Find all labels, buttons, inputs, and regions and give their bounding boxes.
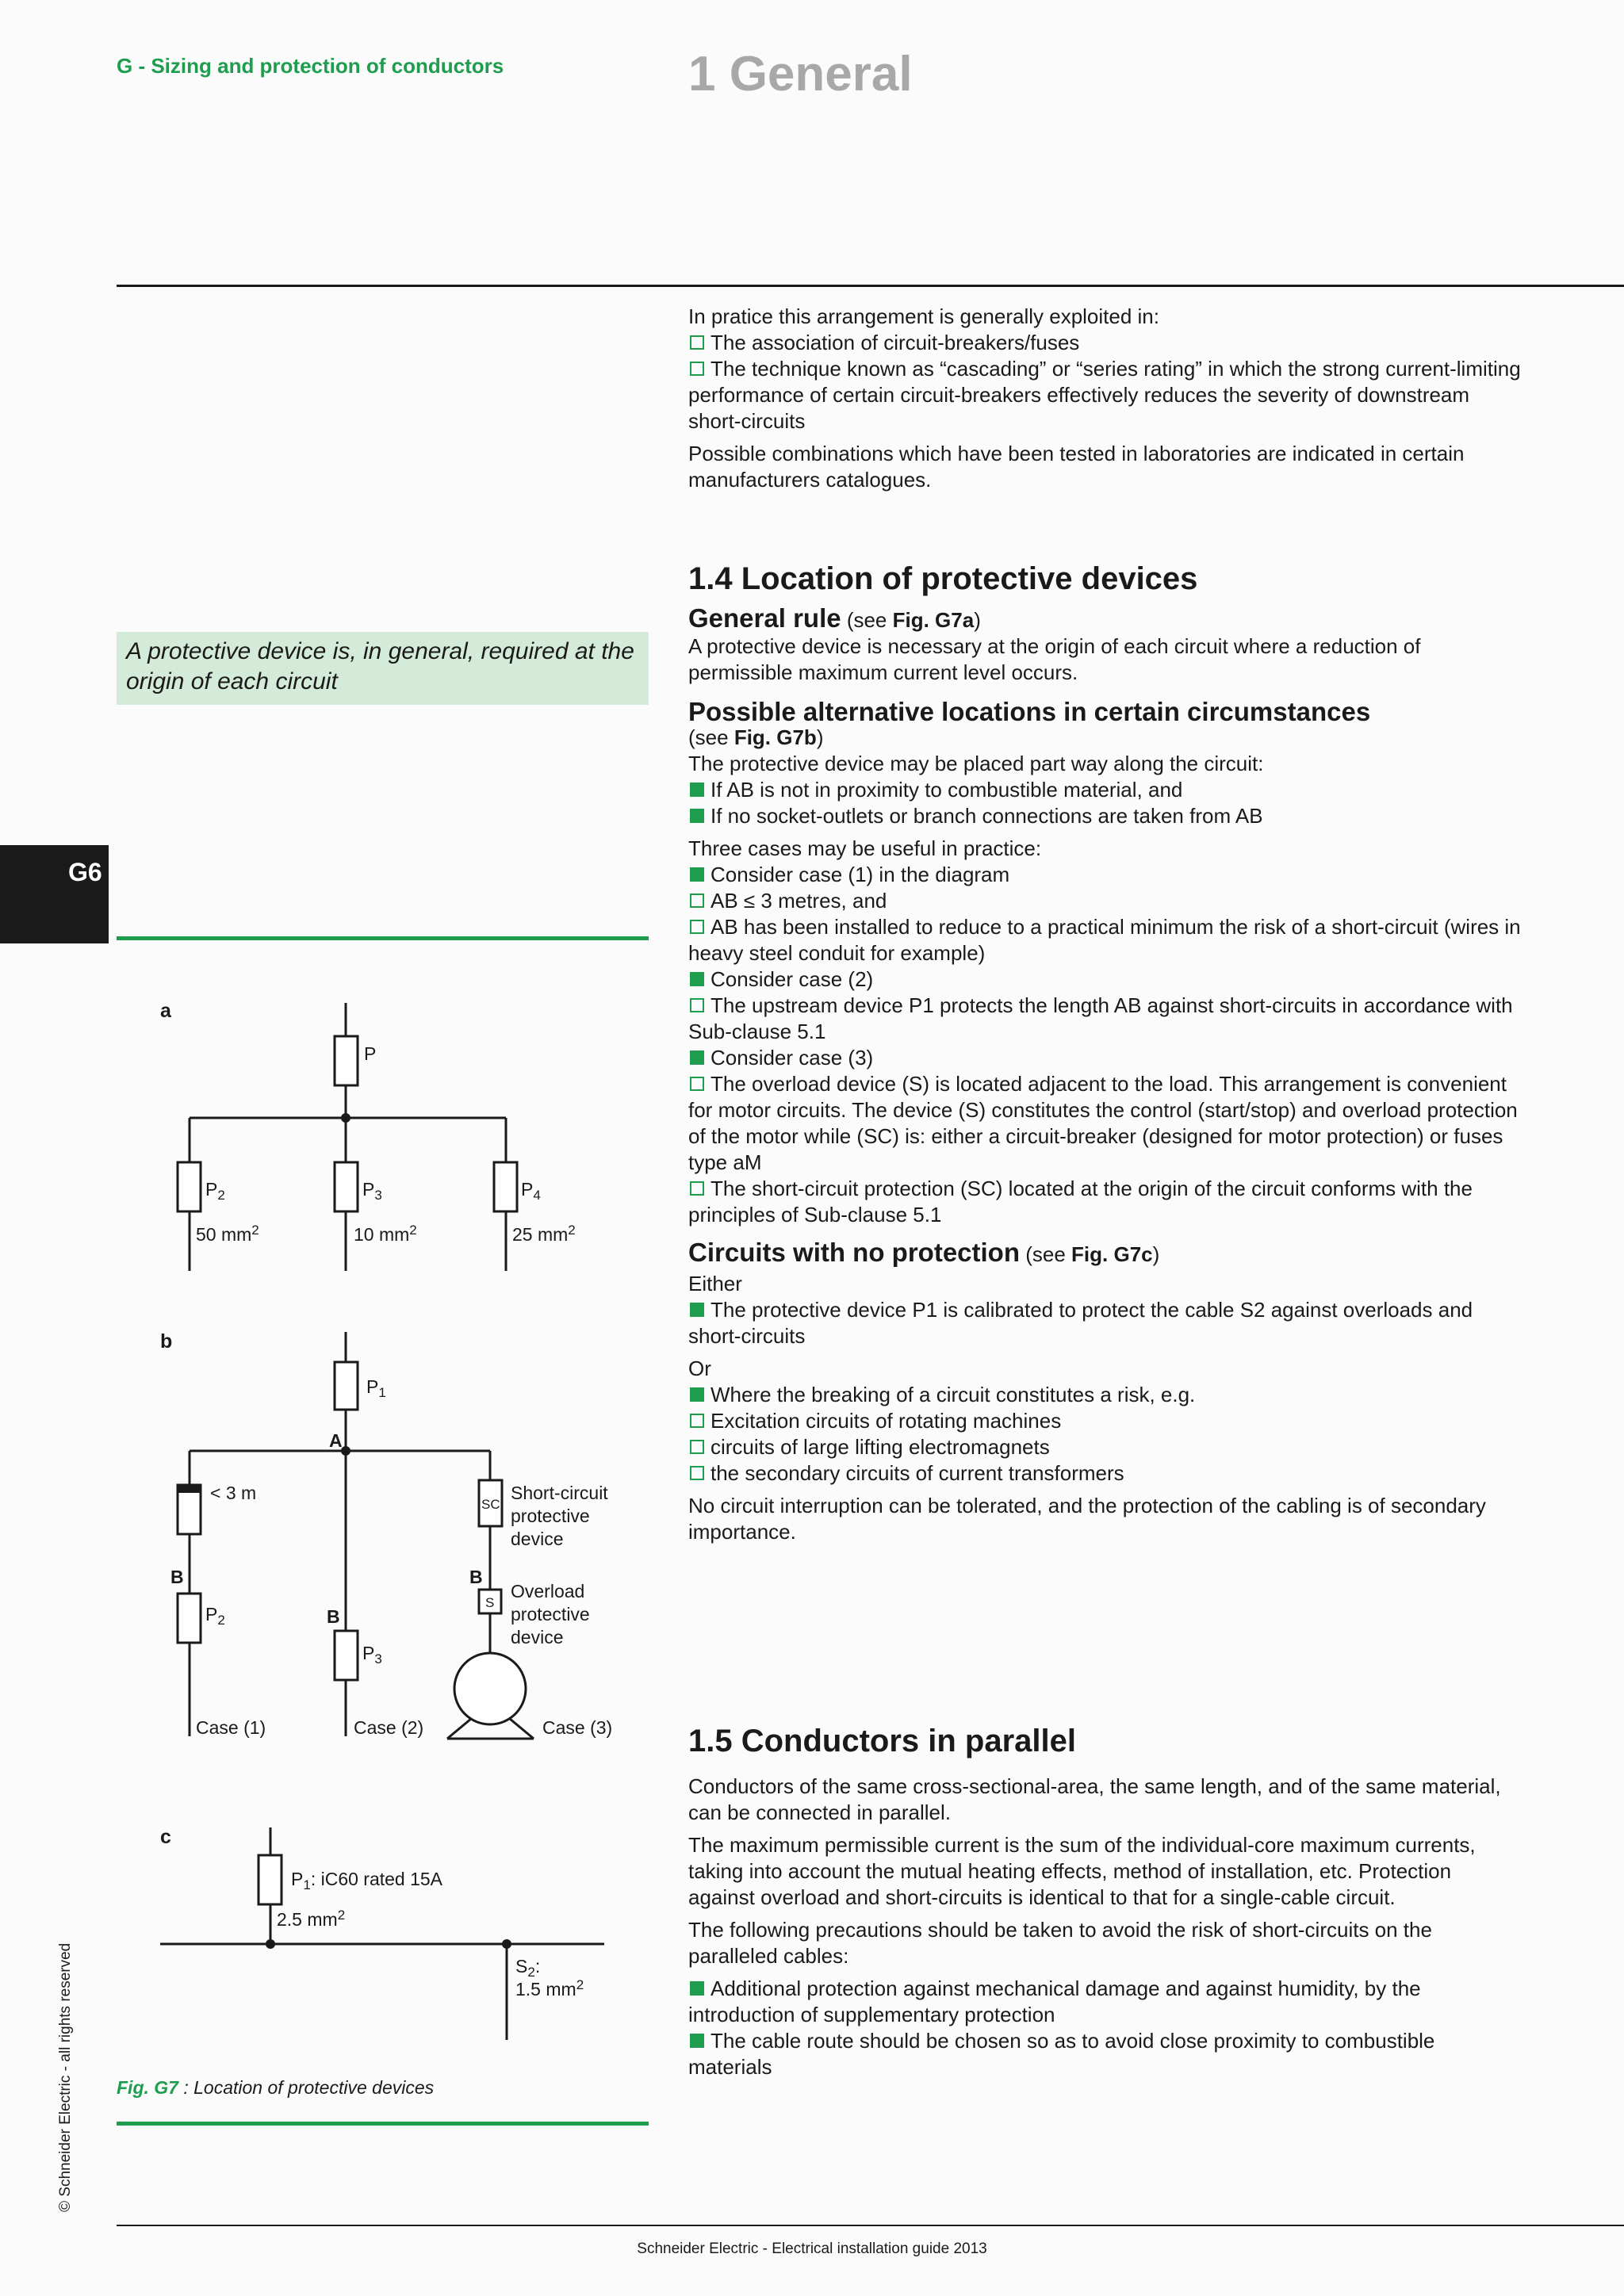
open-square-bullet-icon: [690, 1077, 704, 1091]
open-square-bullet-icon: [690, 894, 704, 908]
section-title: G - Sizing and protection of conductors: [117, 54, 504, 78]
list-item: Consider case (1) in the diagram: [688, 862, 1521, 888]
fig-a-p3: $P_3$: [362, 1179, 382, 1203]
fig-a-p4: $P_4$: [521, 1179, 541, 1203]
list-item: Excitation circuits of rotating machines: [688, 1408, 1521, 1434]
filled-square-bullet-icon: [690, 783, 704, 797]
open-square-bullet-icon: [690, 1440, 704, 1454]
list-item: The cable route should be chosen so as to avoid close proximity to combustible materials: [688, 2029, 1435, 2079]
list-item: If AB is not in proximity to combustible material, and: [688, 777, 1521, 803]
fig-b-p1: $P_1$: [366, 1376, 386, 1400]
fig-b-p2: $P_2$: [205, 1604, 225, 1628]
list-item: The upstream device P1 protects the length AB against short-circuits in accordance with Sub-clause 5.1: [688, 993, 1513, 1043]
fig-c-s2: $S_2$:: [515, 1956, 541, 1980]
fig-b-sc-l3: device: [511, 1529, 564, 1549]
open-square-bullet-icon: [690, 335, 704, 350]
fig-b-s: S: [485, 1595, 495, 1610]
page-footer: Schneider Electric - Electrical installation guide 2013: [637, 2241, 987, 2257]
open-square-bullet-icon: [690, 998, 704, 1012]
filled-square-bullet-icon: [690, 972, 704, 986]
fig-a-cable2: 10 $mm^2$: [354, 1223, 417, 1245]
fig-c-cable1: 2.5 $mm^2$: [277, 1908, 346, 1930]
figure-g7: [117, 995, 649, 2057]
filled-square-bullet-icon: [690, 1981, 704, 1996]
figure-caption-ref: Fig. G7: [117, 2077, 178, 2098]
fig-a-cable1: 50 $mm^2$: [196, 1223, 259, 1245]
fig-label-b: b: [160, 1330, 173, 1353]
fig-b-p3: $P_3$: [362, 1643, 382, 1667]
alt-lead: The protective device may be placed part way along the circuit:: [688, 752, 1264, 775]
fig-b-case1: Case (1): [196, 1717, 266, 1738]
header-rule: [117, 285, 1624, 287]
figure-caption-text: : Location of protective devices: [178, 2077, 435, 2098]
filled-square-bullet-icon: [690, 867, 704, 882]
fig-b-point-b1: B: [170, 1567, 184, 1587]
open-square-bullet-icon: [690, 920, 704, 934]
fig-b-point-b3: B: [469, 1567, 483, 1587]
filled-square-bullet-icon: [690, 2034, 704, 2048]
general-rule-heading: General rule (see Fig. G7a): [688, 603, 981, 633]
list-item: AB has been installed to reduce to a practical minimum the risk of a short-circuit (wires in heavy steel conduit for example): [688, 915, 1521, 965]
margin-note: A protective device is, in general, required at the origin of each circuit: [117, 632, 649, 705]
figure-caption: [117, 2077, 434, 2099]
section-1-5-title: 1.5 Conductors in parallel: [688, 1724, 1077, 1758]
figure-bottom-rule: [117, 2122, 649, 2126]
filled-square-bullet-icon: [690, 1387, 704, 1402]
list-item: The association of circuit-breakers/fuses: [688, 330, 1521, 356]
open-square-bullet-icon: [690, 362, 704, 376]
list-item: The overload device (S) is located adjacent to the load. This arrangement is convenient for motor circuits. The device (S) constitutes the control (start/stop) and overload protection of the motor while (SC) is: either a circuit-breaker (designed for motor protection) or fuses type aM: [688, 1072, 1518, 1174]
list-item: The protective device P1 is calibrated to protect the cable S2 against overloads and short-circuits: [688, 1298, 1473, 1348]
general-rule-text: A protective device is necessary at the origin of each circuit where a reduction of permissible maximum current level occurs.: [688, 634, 1421, 684]
chapter-title: 1 General: [688, 47, 913, 101]
fig-b-ol-l1: Overload: [511, 1581, 585, 1601]
list-item: circuits of large lifting electromagnets: [688, 1434, 1521, 1460]
page-tab: G6: [0, 845, 109, 943]
fig-label-a: a: [160, 1000, 171, 1022]
fig-b-case2: Case (2): [354, 1717, 424, 1738]
section-1-4-title: 1.4 Location of protective devices: [688, 561, 1198, 596]
fig-b-point-b2: B: [327, 1606, 340, 1627]
fig-label-c: c: [160, 1826, 171, 1848]
fig-a-cable3: 25 $mm^2$: [512, 1223, 576, 1245]
list-item: Consider case (2): [688, 966, 1521, 993]
section-1-4: [688, 561, 1521, 1552]
parallel-para-2: The maximum permissible current is the sum of the individual-core maximum currents, taking into account the mutual heating effects, method of installation, etc. Protection against overload and short-circuits is identical to that for a single-cable circuit.: [688, 1833, 1476, 1909]
fig-a-p2: $P_2$: [205, 1179, 225, 1203]
list-item: If no socket-outlets or branch connections are taken from AB: [688, 803, 1521, 829]
fig-a-p: P: [364, 1043, 377, 1064]
figure-top-rule: [117, 936, 649, 940]
fig-b-case3: Case (3): [542, 1717, 613, 1738]
alt-locations-ref: (see Fig. G7b): [688, 725, 824, 749]
fig-b-sc-l1: Short-circuit: [511, 1483, 608, 1503]
no-protection-final: No circuit interruption can be tolerated, and the protection of the cabling is of secondary importance.: [688, 1494, 1486, 1544]
intro-lead: In pratice this arrangement is generally exploited in:: [688, 304, 1159, 328]
open-square-bullet-icon: [690, 1181, 704, 1196]
parallel-para-1: Conductors of the same cross-sectional-area, the same length, and of the same material, can be connected in parallel.: [688, 1774, 1501, 1824]
footer-rule: [117, 2225, 1624, 2226]
parallel-para-3: The following precautions should be taken to avoid the risk of short-circuits on the paralleled cables:: [688, 1918, 1432, 1968]
fig-c-p1: $P_1$: iC60 rated 15A: [291, 1869, 443, 1892]
section-1-5: [688, 1724, 1521, 2080]
alt-locations-heading: Possible alternative locations in certain circumstances: [688, 697, 1371, 726]
no-protection-heading: Circuits with no protection (see Fig. G7c): [688, 1238, 1160, 1267]
either-label: Either: [688, 1272, 742, 1295]
fig-b-point-a: A: [329, 1430, 343, 1451]
intro-para: Possible combinations which have been tested in laboratories are indicated in certain manufacturers catalogues.: [688, 442, 1465, 492]
fig-b-ol-l3: device: [511, 1627, 564, 1647]
copyright-notice: © Schneider Electric - all rights reserved: [57, 1942, 74, 2212]
open-square-bullet-icon: [690, 1414, 704, 1428]
list-item: The short-circuit protection (SC) located at the origin of the circuit conforms with the principles of Sub-clause 5.1: [688, 1177, 1473, 1226]
filled-square-bullet-icon: [690, 1303, 704, 1317]
cases-lead: Three cases may be useful in practice:: [688, 836, 1042, 860]
list-item: the secondary circuits of current transformers: [688, 1460, 1521, 1487]
filled-square-bullet-icon: [690, 1050, 704, 1065]
or-label: Or: [688, 1357, 711, 1380]
fig-c-cable2: 1.5 $mm^2$: [515, 1977, 584, 1999]
fig-b-lt3m: < 3 m: [210, 1483, 257, 1503]
fig-b-sc: SC: [481, 1497, 500, 1512]
list-item: AB ≤ 3 metres, and: [688, 888, 1521, 914]
list-item: Where the breaking of a circuit constitutes a risk, e.g.: [688, 1382, 1521, 1408]
fig-b-sc-l2: protective: [511, 1506, 590, 1526]
open-square-bullet-icon: [690, 1466, 704, 1480]
intro-block: [688, 304, 1521, 499]
fig-b-ol-l2: protective: [511, 1604, 590, 1624]
list-item: Additional protection against mechanical damage and against humidity, by the introduction of supplementary protection: [688, 1976, 1421, 2026]
filled-square-bullet-icon: [690, 809, 704, 823]
list-item: Consider case (3): [688, 1045, 1521, 1071]
list-item: The technique known as “cascading” or “series rating” in which the strong current-limiting performance of certain circuit-breakers effectively reduces the severity of downstream short-circuits: [688, 357, 1521, 433]
